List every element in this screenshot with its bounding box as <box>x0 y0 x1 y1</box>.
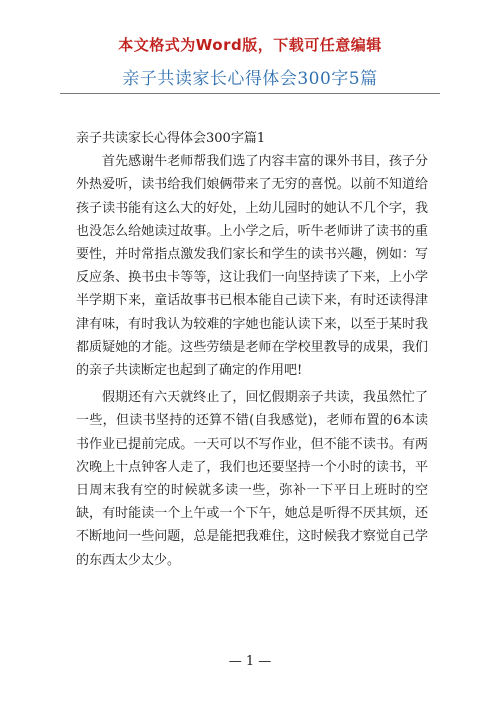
page-number: — 1 — <box>228 654 272 669</box>
document-title: 亲子共读家长心得体会300字5篇 <box>122 69 378 89</box>
body-paragraph: 假期还有六天就终止了，回忆假期亲子共读，我虽然忙了一些，但读书坚持的还算不错(自我感觉)，老师布置的6本读书作业已提前完成。一天可以不写作业，但不能不读书。有两次晚上十点钟客人走了，我们也还要坚持一个小时的读书，平日周末我有空的时候就多读一些，弥补一下平日上班时的空缺，有时能读一个上午或一个下午，她总是听得不厌其烦，还不断地问一些问题，总是能把我难住，这时候我才察觉自己学的东西太少太少。 <box>76 390 428 568</box>
document-body <box>76 127 428 572</box>
title-divider <box>60 93 440 94</box>
body-paragraph: 首先感谢牛老师帮我们选了内容丰富的课外书目，孩子分外热爱听，读书给我们娘俩带来了无穷的喜悦。以前不知道给孩子读书能有这么大的好处，上幼儿园时的她认不几个字，我也没怎么给她读过故事。上小学之后，听牛老师讲了读书的重要性，并时常指点激发我们家长和学生的读书兴趣，例如：写反应条、换书虫卡等等，这让我们一向坚持读了下来，上小学半学期下来，童话故事书已根本能自己读下来，有时还读得津津有味，有时我认为较难的字她也能认读下来，以至于某时我都质疑她的才能。这些劳绩是老师在学校里教导的成果，我们的亲子共读断定也起到了确定的作用吧! <box>76 154 428 379</box>
section-heading: 亲子共读家长心得体会300字篇1 <box>76 131 266 146</box>
download-banner: 本文格式为Word版，下载可任意编辑 <box>118 36 382 54</box>
